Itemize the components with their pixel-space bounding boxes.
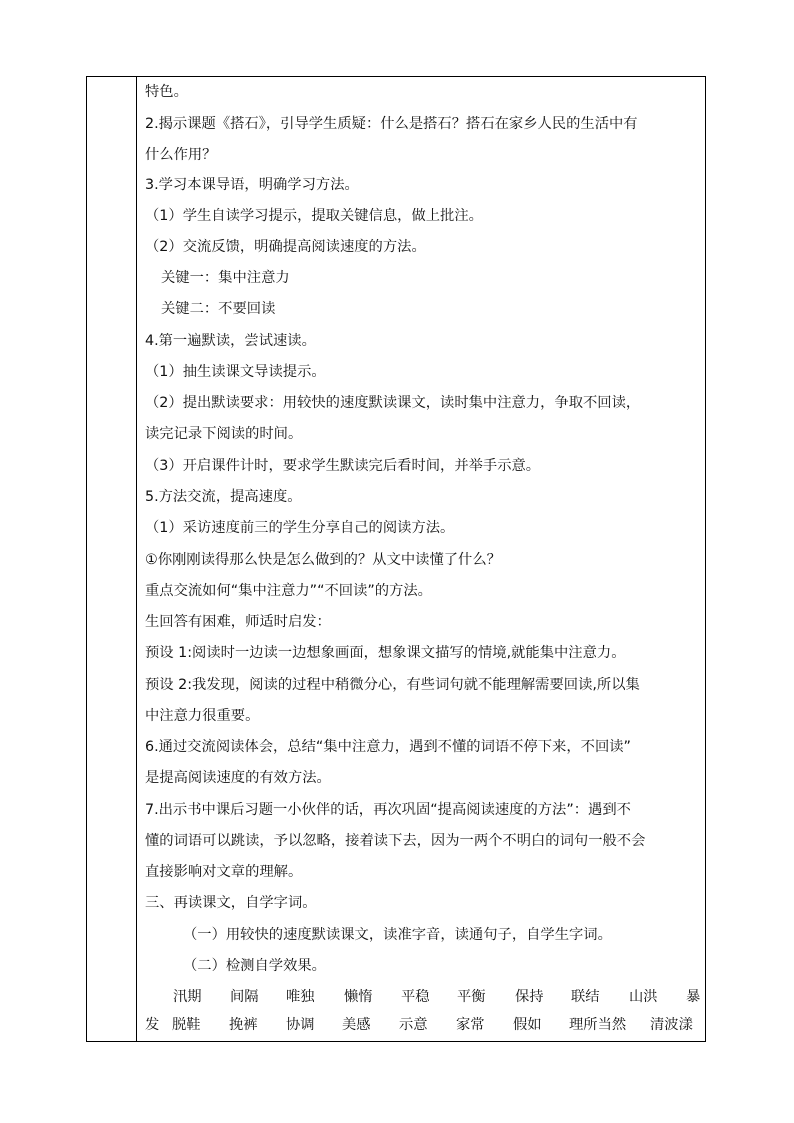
vocab-word: 懒惰 [344,989,373,1005]
vocab-row [145,987,701,1011]
vocab-word: 美感 [342,1017,371,1033]
text-line: 三、再读课文，自学字词。 [145,895,317,911]
text-line: （1）采访速度前三的学生分享自己的阅读方法。 [145,520,455,536]
text-line: 生回答有困难，师适时启发： [145,614,331,630]
lesson-table [86,76,706,1042]
text-line: 懂的词语可以跳读，予以忽略，接着读下去，因为一两个不明白的词句一般不会 [145,833,646,849]
vocab-row [145,1015,701,1039]
text-line: 2.揭示课题《搭石》，引导学生质疑：什么是搭石？搭石在家乡人民的生活中有 [145,116,638,132]
text-line: 是提高阅读速度的有效方法。 [145,770,331,786]
vocab-word: 唯独 [286,989,315,1005]
vocab-word: 脱鞋 [172,1017,201,1033]
text-line: 读完记录下阅读的时间。 [145,426,303,442]
text-line: 3.学习本课导语，明确学习方法。 [145,177,359,193]
text-line: 什么作用？ [145,147,217,163]
text-line: 4.第一遍默读，尝试速读。 [145,333,316,349]
text-line: （2）提出默读要求：用较快的速度默读课文，读时集中注意力，争取不回读， [145,395,641,411]
text-line: 关键二：不要回读 [161,301,276,317]
vocab-word: 联结 [571,989,600,1005]
text-line: （2）交流反馈，明确提高阅读速度的方法。 [145,239,426,255]
text-line: ①你刚刚读得那么快是怎么做到的？从文中读懂了什么？ [145,552,501,568]
column-divider [136,77,137,1041]
vocab-word: 挽裤 [229,1017,258,1033]
text-line: 直接影响对文章的理解。 [145,864,303,880]
text-line: 重点交流如何“集中注意力”“不回读”的方法。 [145,583,432,599]
text-line: 特色。 [145,84,188,100]
text-line: （1）抽生读课文导读提示。 [145,364,326,380]
vocab-word: 平衡 [457,989,486,1005]
vocab-word: 间隔 [230,989,259,1005]
vocab-word: 山洪 [629,989,658,1005]
text-line: （3）开启课件计时，要求学生默读完后看时间，并举手示意。 [145,458,541,474]
vocab-word: 平稳 [401,989,430,1005]
vocab-word: 保持 [515,989,544,1005]
text-line: （一）用较快的速度默读课文，读准字音，读通句子，自学生字词。 [183,927,612,943]
vocab-word: 假如 [513,1017,542,1033]
vocab-word: 清波漾 [650,1017,693,1033]
text-line: （1）学生自读学习提示，提取关键信息，做上批注。 [145,208,483,224]
vocab-word: 发 [145,1017,160,1033]
vocab-word: 理所当然 [569,1017,627,1033]
vocab-word: 暴 [686,989,701,1005]
text-line: 7.出示书中课后习题一小伙伴的话，再次巩固“提高阅读速度的方法”：遇到不 [145,802,631,818]
text-line: 5.方法交流，提高速度。 [145,489,302,505]
text-line: 6.通过交流阅读体会，总结“集中注意力，遇到不懂的词语不停下来，不回读” [145,739,631,755]
vocab-word: 示意 [399,1017,428,1033]
vocab-word: 协调 [286,1017,315,1033]
text-line: 预设 1:阅读时一边读一边想象画面，想象课文描写的情境,就能集中注意力。 [145,645,626,661]
text-line: 中注意力很重要。 [145,708,260,724]
vocab-word: 汛期 [173,989,202,1005]
text-line: 关键一：集中注意力 [161,270,290,286]
vocab-word: 家常 [456,1017,485,1033]
text-line: 预设 2:我发现，阅读的过程中稍微分心，有些词句就不能理解需要回读,所以集 [145,677,640,693]
text-line: （二）检测自学效果。 [183,958,326,974]
